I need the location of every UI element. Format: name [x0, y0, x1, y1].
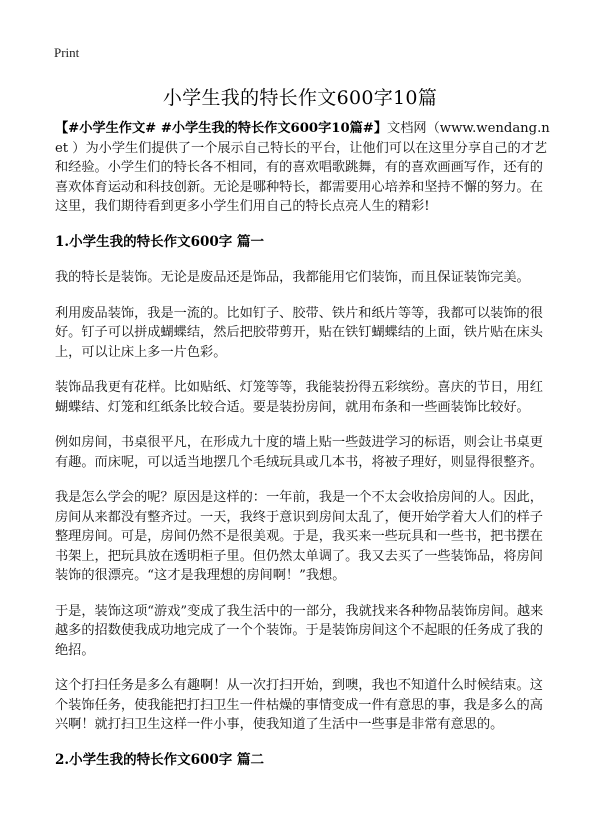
- section-heading-1: 1.小学生我的特长作文600字 篇一: [55, 233, 264, 250]
- intro-text: 文档网（www.wendang.net ）为小学生们提供了一个展示自己特长的平台，让他们可以在这里分享自己的才艺和经验。小学生们的特长各不相同，有的喜欢唱歌跳舞，有的喜欢画画写作，还有的喜欢体育运动和科技创新。无论是哪种特长，都需要用心培养和坚持不懈的努力。在这里，我们期待看到更多小学生们用自己的特长点亮人生的精彩!: [55, 121, 550, 214]
- page-title: 小学生我的特长作文600字10篇: [162, 87, 438, 109]
- paragraph: 这个打扫任务是多么有趣啊！从一次打扫开始，到噢，我也不知道什么时候结束。这个装饰任务，使我能把打扫卫生一件枯燥的事情变成一件有意思的事，我是多么的高兴啊！就打扫卫生这样一件小事，使我知道了生活中一些事是非常有意思的。: [55, 678, 543, 732]
- paragraph: 例如房间，书桌很平凡，在形成九十度的墙上贴一些鼓进学习的标语，则会让书桌更有趣。而床呢，可以适当地摆几个毛绒玩具或几本书，将被子理好，则显得很整齐。: [55, 435, 543, 470]
- paragraph: 我的特长是装饰。无论是废品还是饰品，我都能用它们装饰，而且保证装饰完美。: [55, 270, 530, 285]
- paragraph: 于是，装饰这项“游戏”变成了我生活中的一部分，我就找来各种物品装饰房间。越来越多的招数使我成功地完成了一个个装饰。于是装饰房间这个不起眼的任务成了我的绝招。: [55, 603, 544, 658]
- paragraph: 装饰品我更有花样。比如贴纸、灯笼等等，我能装扮得五彩缤纷。喜庆的节日，用红蝴蝶结、灯笼和红纸条比较合适。要是装扮房间，就用布条和一些画装饰比较好。: [55, 380, 543, 415]
- print-link[interactable]: Print: [54, 45, 80, 60]
- intro-paragraph: [55, 119, 555, 217]
- document-body: [55, 119, 555, 786]
- paragraph: 我是怎么学会的呢？原因是这样的：一年前，我是一个不太会收拾房间的人。因此，房间从来都没有整齐过。一天，我终于意识到房间太乱了，便开始学着大人们的样子整理房间。可是，房间仍然不是很美观。于是，我买来一些玩具和一些书，把书摆在书架上，把玩具放在透明柜子里。但仍然太单调了。我又去买了一些装饰品，将房间装饰的很漂亮。“这才是我理想的房间啊！”我想。: [55, 490, 543, 583]
- section-heading-2: 2.小学生我的特长作文600字 篇二: [55, 751, 264, 768]
- intro-tag: 【#小学生作文# #小学生我的特长作文600字10篇#】: [55, 121, 388, 136]
- paragraph: 利用废品装饰，我是一流的。比如钉子、胶带、铁片和纸片等等，我都可以装饰的很好。钉子可以拼成蝴蝶结，然后把胶带剪开，贴在铁钉蝴蝶结的上面，铁片贴在床头上，可以让床上多一片色彩。: [55, 305, 543, 360]
